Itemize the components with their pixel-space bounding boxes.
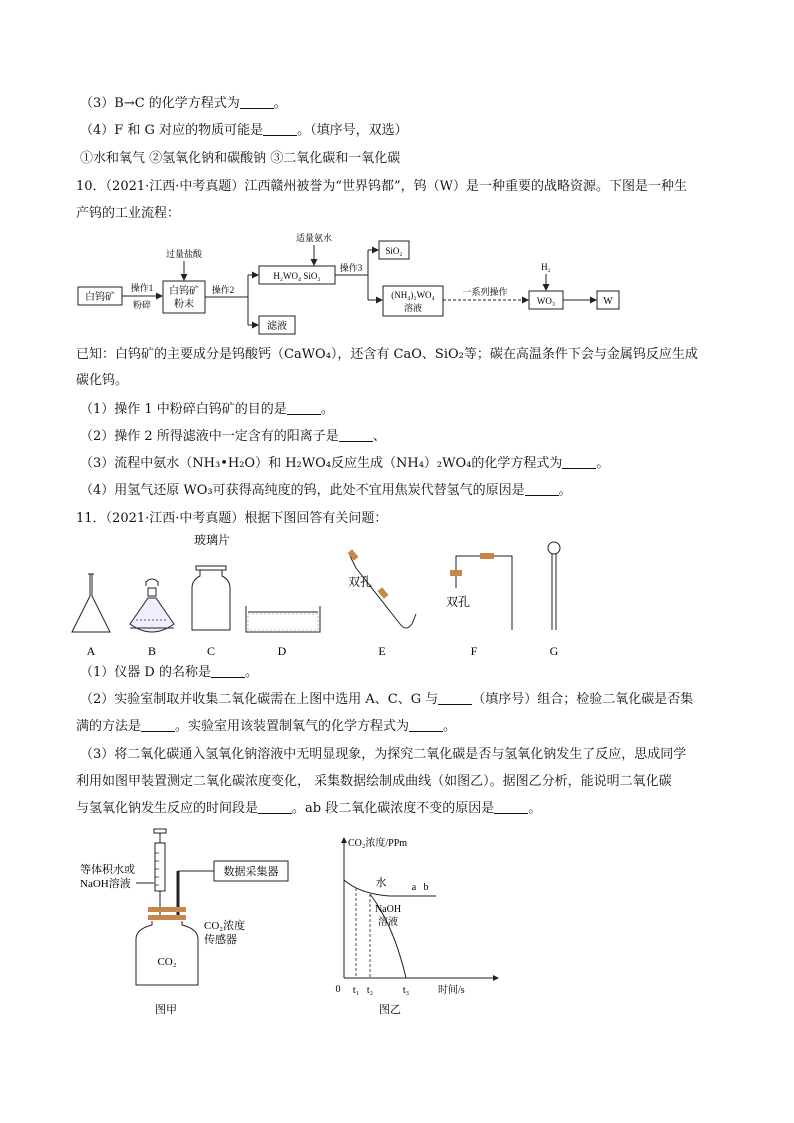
q11-sub-3c: 与氢氧化钠发生反应的时间段是 。ab 段二氧化碳浓度不变的原因是 。 <box>76 801 542 816</box>
gas-jar-icon <box>192 566 230 630</box>
label-g: G <box>549 644 559 658</box>
q9-line-3: （3）B→C 的化学方程式为 。 <box>80 96 287 111</box>
op3-label: 操作3 <box>339 263 363 273</box>
q11-sub-3b: 利用如图甲装置测定二氧化碳浓度变化， 采集数据绘制成曲线（如图乙）。据图乙分析，能说明二氧化碳 <box>76 774 672 789</box>
answer-blank[interactable] <box>525 482 559 496</box>
syringe-icon <box>155 843 165 891</box>
q11-stem: 11．（2021·江西·中考真题）根据下图回答有关问题： <box>76 511 388 526</box>
q9-options: ①水和氧气 ②氢氧化钠和碳酸钠 ③二氧化碳和一氧化碳 <box>80 151 401 166</box>
series-label: 一系列操作 <box>462 287 508 297</box>
q11-sub-2b: 满的方法是 。实验室用该装置制氧气的化学方程式为 。 <box>76 719 457 734</box>
acid-label: 过量盐酸 <box>165 249 203 259</box>
q10-stem-1: 10．（2021·江西·中考真题）江西赣州被誉为“世界钨都”，钨（W）是一种重要的战略资源。下图是一种生 <box>76 179 688 194</box>
data-collector-label: 数据采集器 <box>223 866 279 878</box>
ammonia-label: 适量氨水 <box>295 233 333 243</box>
conical-flask-icon <box>72 574 110 632</box>
answer-blank[interactable] <box>287 401 321 415</box>
water-curve <box>344 880 436 896</box>
alcohol-lamp-icon <box>130 579 174 632</box>
answer-blank[interactable] <box>562 455 596 469</box>
apparatus-figure <box>60 528 620 658</box>
dual-hole-label: 双孔 <box>347 575 373 589</box>
answer-blank[interactable] <box>141 718 175 732</box>
h2-label: H₂ <box>541 262 551 272</box>
sensor-label-1: CO₂浓度 <box>204 920 246 932</box>
answer-blank[interactable] <box>409 718 443 732</box>
q10-sub-1: （1）操作 1 中粉碎白钨矿的目的是 。 <box>80 402 334 417</box>
answer-blank[interactable] <box>240 95 274 109</box>
figure-jia <box>80 825 300 1020</box>
q10-sub-2: （2）操作 2 所得滤液中一定含有的阳离子是 、 <box>80 429 386 444</box>
label-c: C <box>206 644 216 658</box>
figure-caption: 图甲 <box>155 1004 177 1016</box>
tungsten-flow-diagram <box>70 225 630 340</box>
figure-yi-chart <box>330 830 510 1020</box>
q11-sub-3a: （3）将二氧化碳通入氢氧化钠溶液中无明显现象，为探究二氧化碳是否与氢氧化钠发生了反应，思成同学 <box>80 747 687 762</box>
ore-label: 白钨矿 <box>85 292 115 303</box>
answer-blank[interactable] <box>339 428 373 442</box>
naoh-label-1: NaOH <box>374 904 402 915</box>
q10-known-1: 已知：白钨矿的主要成分是钨酸钙（CaWO₄），还含有 CaO、SiO₂等；碳在高温条件下会与金属钨反应生成 <box>76 347 698 362</box>
powder-label-1: 白钨矿 <box>169 286 199 297</box>
answer-blank[interactable] <box>258 800 292 814</box>
t1-label: t₁ <box>352 985 360 996</box>
y-axis-label: CO₂浓度/PPm <box>348 838 408 849</box>
filtrate-label: 滤液 <box>267 321 287 332</box>
sio2-label: SiO₂ <box>385 246 403 256</box>
q10-known-2: 碳化钨。 <box>76 373 129 388</box>
salt-label-2: 溶液 <box>403 303 423 313</box>
t2-label: t₂ <box>366 985 374 996</box>
point-b-label: b <box>423 882 429 893</box>
label-e: E <box>378 644 386 658</box>
label-f: F <box>470 644 478 658</box>
co2-gas-label: CO₂ <box>157 956 177 968</box>
bottle-icon <box>136 921 198 985</box>
syringe-plunger-icon <box>154 829 166 833</box>
glass-plate-label: 玻璃片 <box>193 533 231 547</box>
sensor-label-2: 传感器 <box>204 934 237 946</box>
x-axis-label: 时间/s <box>438 985 465 996</box>
dual-hole-label: 双孔 <box>445 595 471 609</box>
naoh-label-2: 溶液 <box>378 917 398 928</box>
t3-label: t₃ <box>402 985 410 996</box>
liquid-label-2: NaOH溶液 <box>80 878 131 890</box>
label-a: A <box>86 644 96 658</box>
answer-blank[interactable] <box>263 122 297 136</box>
w-label: W <box>603 296 613 307</box>
figure-caption: 图乙 <box>379 1004 401 1016</box>
op1-label: 操作1 <box>130 283 154 293</box>
label-b: B <box>147 644 157 658</box>
water-label: 水 <box>375 877 387 889</box>
mix-label: H₂WO₄ SiO₂ <box>273 271 321 281</box>
powder-label-2: 粉末 <box>174 299 194 310</box>
water-trough-icon <box>246 606 320 632</box>
point-a-label: a <box>411 882 417 893</box>
answer-blank[interactable] <box>211 664 245 678</box>
wo3-label: WO₃ <box>536 296 556 306</box>
q10-sub-3: （3）流程中氨水（NH₃•H₂O）和 H₂WO₄反应生成（NH₄）₂WO₄的化学方程式为 。 <box>80 456 610 471</box>
q9-line-4: （4）F 和 G 对应的物质可能是 。（填序号，双选） <box>80 123 408 138</box>
q11-sub-2a: （2）实验室制取并收集二氧化碳需在上图中选用 A、C、G 与 （填序号）组合；检验二氧化碳是否集 <box>80 692 694 707</box>
label-d: D <box>277 644 287 658</box>
answer-blank[interactable] <box>494 800 528 814</box>
origin-label: 0 <box>335 984 341 995</box>
crush-label: 粉碎 <box>132 300 152 310</box>
salt-label-1: (NH₄)₂WO₄ <box>391 290 435 300</box>
op2-label: 操作2 <box>211 285 235 295</box>
right-angle-tube-icon <box>450 553 512 630</box>
q10-stem-2: 产钨的工业流程： <box>76 206 181 221</box>
q10-sub-4: （4）用氢气还原 WO₃可获得高纯度的钨，此处不宜用焦炭代替氢气的原因是 。 <box>80 483 572 498</box>
stopper-icon <box>148 907 186 912</box>
funnel-icon <box>548 542 560 630</box>
answer-blank[interactable] <box>438 691 472 705</box>
q11-sub-1: （1）仪器 D 的名称是 。 <box>80 665 258 680</box>
liquid-label-1: 等体积水或 <box>80 864 135 876</box>
